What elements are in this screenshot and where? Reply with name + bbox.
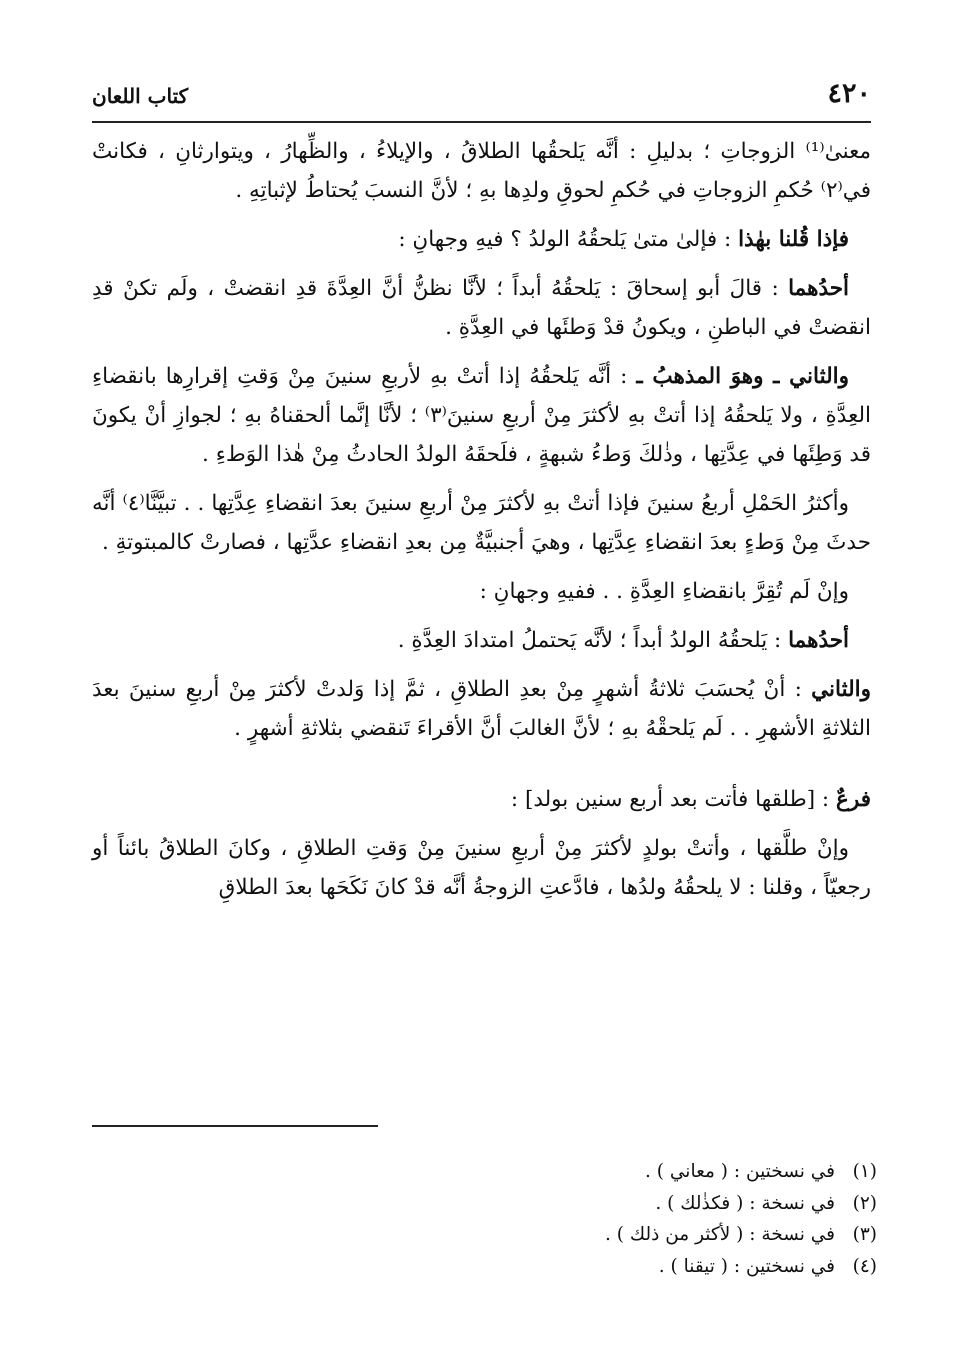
paragraph [92, 132, 871, 210]
section-heading [92, 780, 871, 819]
paragraph [92, 220, 871, 259]
paragraph-lead: أحدُهما [788, 276, 849, 301]
footnotes [92, 1156, 877, 1282]
paragraph-text: : قالَ أبو إسحاقَ : يَلحقُهُ أبداً ؛ لأنَّا نظنُّ أنَّ العِدَّةَ قدِ انقضتْ ، ولَم تكنْ قدِ انقضتْ في الباطنِ ، ويكونُ قدْ وَطئَها في العِدَّةِ . [92, 276, 871, 340]
paragraph-text: : أنَّه يَلحقُهُ إذا أتتْ بهِ لأربعِ سنينَ مِنْ وَقتِ إقرارِها بانقضاءِ العِدَّةِ ، ولا يَلحقُهُ إذا أتتْ بهِ لأكثرَ مِنْ أربعِ سنينَ⁽٣⁾ ؛ لأنَّا إنَّما ألحقناهُ بهِ ؛ لجوازِ أنْ يكونَ قد وَطِئَها في عِدَّتِها ، وذٰلكَ وَطءُ شبهةٍ ، فلَحقَهُ الولدُ الحادثُ مِنْ هٰذا الوَطءِ . [92, 364, 871, 467]
paragraph [92, 484, 871, 562]
paragraph [92, 829, 871, 907]
section-title: : [طلقها فأتت بعد أربع سنين بولد] : [510, 787, 837, 812]
main-text [92, 132, 871, 917]
paragraph-text: وإنْ طلَّقها ، وأتتْ بولدٍ لأكثرَ مِنْ أربعِ سنينَ مِنْ وَقتِ الطلاقِ ، وكانَ الطلاقُ بائناً أو رجعيّاً ، وقلنا : لا يلحقُهُ ولدُها ، فادَّعتِ الزوجةُ أنَّه قدْ كانَ نَكَحَها بعدَ الطلاقِ [92, 836, 871, 900]
running-title: كتاب اللعان [92, 84, 189, 108]
footnote-number: (٢) [852, 1192, 877, 1214]
footnote [92, 1156, 877, 1188]
paragraph-lead: أحدُهما [788, 628, 849, 653]
paragraph-text: معنىٰ⁽¹⁾ الزوجاتِ ؛ بدليلِ : أنَّه يَلحقُها الطلاقُ ، والإيلاءُ ، والظِّهارُ ، ويتوارثانِ ، فكانتْ في⁽٢⁾ حُكمِ الزوجاتِ في حُكمِ لحوقِ ولدِها بهِ ؛ لأنَّ النسبَ يُحتاطُ لإثباتِهِ . [92, 139, 871, 203]
paragraph [92, 572, 871, 611]
header-rule [92, 121, 871, 123]
paragraph [92, 670, 871, 748]
footnote-text: في نسخة : ( فكذٰلك ) . [655, 1192, 835, 1214]
footnote [92, 1219, 877, 1251]
footnote-number: (٤) [852, 1255, 877, 1277]
paragraph-lead: فإذا قُلنا بهٰذا [738, 227, 849, 252]
paragraph [92, 357, 871, 474]
footnote-number: (٣) [852, 1224, 877, 1245]
paragraph-text: وأكثرُ الحَمْلِ أربعُ سنينَ فإذا أتتْ بهِ لأكثرَ مِنْ أربعِ سنينَ بعدَ انقضاءِ عِدَّتِها . . تبيَّنَّا⁽٤⁾ أنَّه حدثَ مِنْ وَطءٍ بعدَ انقضاءِ عِدَّتِها ، وهيَ أجنبيَّةٌ مِن بعدِ انقضاءِ عدَّتِها ، فصارتْ كالمبتوتةِ . [92, 491, 871, 555]
footnote [92, 1251, 877, 1283]
footnote-text: في نسختين : ( معاني ) . [645, 1161, 835, 1182]
paragraph [92, 269, 871, 347]
section-lead: فرعٌ [836, 787, 871, 812]
footnote-number: (١) [852, 1161, 877, 1182]
footnote-text: في نسخة : ( لأكثر من ذلك ) . [605, 1224, 835, 1245]
paragraph-text: : يَلحقُهُ الولدُ أبداً ؛ لأنَّه يَحتملُ امتدادَ العِدَّةِ . [397, 628, 789, 653]
paragraph-text: وإنْ لَم تُقِرَّ بانقضاءِ العِدَّةِ . . ففيهِ وجهانِ : [479, 579, 849, 604]
paragraph-text: : أنْ يُحسَبَ ثلاثةُ أشهرٍ مِنْ بعدِ الطلاقِ ، ثمَّ إذا وَلدتْ لأكثرَ مِنْ أربعِ سنينَ بعدَ الثلاثةِ الأشهرِ . . لَم يَلحقْهُ بهِ ؛ لأنَّ الغالبَ أنَّ الأقراءَ تَنقضي بثلاثةِ أشهرٍ . [92, 677, 871, 741]
paragraph-lead: والثاني [811, 677, 871, 702]
footnote-rule [92, 1125, 378, 1127]
footnote-text: في نسختين : ( تيقنا ) . [658, 1255, 835, 1277]
page-header [92, 78, 871, 118]
footnote [92, 1188, 877, 1220]
paragraph-text: : فإلىٰ متىٰ يَلحقُهُ الولدُ ؟ فيهِ وجهانِ : [398, 227, 739, 252]
page-number: ٤٢٠ [827, 78, 871, 109]
paragraph [92, 621, 871, 660]
paragraph-lead: والثاني ـ وهوَ المذهبُ ـ [636, 364, 849, 389]
